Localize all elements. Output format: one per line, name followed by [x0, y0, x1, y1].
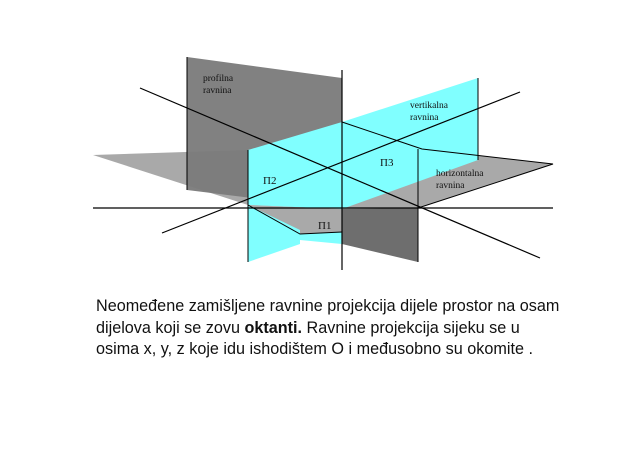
caption-text-1: Neomeđene zamišljene ravnine projekcija dijele prostor na osam dijelova koji se zovu [96, 297, 560, 337]
profile-plane-label-2: ravnina [203, 86, 232, 96]
pi3-label: Π3 [380, 157, 394, 169]
vertical-plane-label-2: ravnina [410, 113, 439, 123]
caption-paragraph [96, 296, 566, 361]
profile-plane-label-1: profilna [203, 74, 234, 84]
profile-plane-lower [342, 208, 418, 262]
horizontal-plane-label-2: ravnina [436, 181, 465, 191]
horizontal-plane-label-1: horizontalna [436, 169, 484, 179]
caption-text-2: Ravnine projekcija sijeku se u osima x, y, z koje idu ishodištem O i međusobno su okomite . [96, 318, 533, 358]
caption-bold-term: oktanti. [244, 318, 303, 337]
vertical-plane-label-1: vertikalna [410, 101, 448, 111]
pi1-label: Π1 [318, 220, 332, 232]
pi2-label: Π2 [263, 175, 277, 187]
